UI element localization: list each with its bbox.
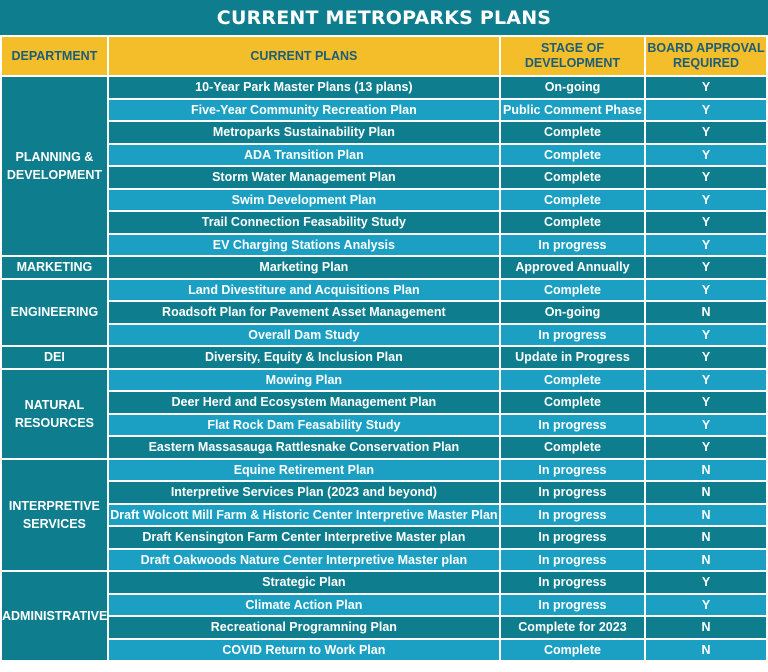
page-title: CURRENT METROPARKS PLANS (0, 0, 768, 37)
approval-cell: Y (646, 77, 766, 98)
approval-cell: N (646, 482, 766, 503)
approval-cell: Y (646, 280, 766, 301)
department-cell: ENGINEERING (2, 280, 107, 346)
approval-cell: Y (646, 392, 766, 413)
stage-cell: Complete (501, 167, 644, 188)
table-row (2, 640, 766, 661)
stage-cell: Complete for 2023 (501, 617, 644, 638)
table-row (2, 460, 766, 481)
stage-cell: In progress (501, 595, 644, 616)
stage-cell: Approved Annually (501, 257, 644, 278)
plan-cell: Land Divestiture and Acquisitions Plan (109, 280, 499, 301)
plan-cell: Five-Year Community Recreation Plan (109, 100, 499, 121)
header-stage: STAGE OF DEVELOPMENT (501, 37, 644, 75)
table-row (2, 595, 766, 616)
stage-cell: In progress (501, 505, 644, 526)
approval-cell: N (646, 640, 766, 661)
stage-cell: Complete (501, 212, 644, 233)
approval-cell: Y (646, 190, 766, 211)
approval-cell: Y (646, 235, 766, 256)
table-row (2, 527, 766, 548)
header-row (2, 37, 766, 75)
plan-cell: Flat Rock Dam Feasability Study (109, 415, 499, 436)
department-cell: DEI (2, 347, 107, 368)
stage-cell: Complete (501, 640, 644, 661)
stage-cell: Complete (501, 145, 644, 166)
table-row (2, 370, 766, 391)
department-cell: INTERPRETIVE SERVICES (2, 460, 107, 571)
table-row (2, 392, 766, 413)
approval-cell: Y (646, 415, 766, 436)
plan-cell: Roadsoft Plan for Pavement Asset Management (109, 302, 499, 323)
stage-cell: Complete (501, 122, 644, 143)
table-row (2, 122, 766, 143)
approval-cell: Y (646, 437, 766, 458)
approval-cell: N (646, 527, 766, 548)
table-row (2, 617, 766, 638)
plan-cell: Draft Oakwoods Nature Center Interpretive Master plan (109, 550, 499, 571)
plan-cell: Deer Herd and Ecosystem Management Plan (109, 392, 499, 413)
plan-cell: Eastern Massasauga Rattlesnake Conservation Plan (109, 437, 499, 458)
stage-cell: On-going (501, 77, 644, 98)
plan-cell: Storm Water Management Plan (109, 167, 499, 188)
plan-cell: Mowing Plan (109, 370, 499, 391)
table-body (2, 77, 766, 660)
header-current-plans: CURRENT PLANS (109, 37, 499, 75)
table-row (2, 347, 766, 368)
stage-cell: Public Comment Phase (501, 100, 644, 121)
stage-cell: Complete (501, 280, 644, 301)
approval-cell: Y (646, 257, 766, 278)
table-row (2, 482, 766, 503)
table-row (2, 550, 766, 571)
stage-cell: In progress (501, 235, 644, 256)
approval-cell: Y (646, 212, 766, 233)
plan-cell: ADA Transition Plan (109, 145, 499, 166)
stage-cell: In progress (501, 482, 644, 503)
plan-cell: Recreational Programning Plan (109, 617, 499, 638)
department-cell: PLANNING & DEVELOPMENT (2, 77, 107, 255)
plan-cell: Metroparks Sustainability Plan (109, 122, 499, 143)
plan-cell: 10-Year Park Master Plans (13 plans) (109, 77, 499, 98)
table-row (2, 145, 766, 166)
plan-cell: Interpretive Services Plan (2023 and beyond) (109, 482, 499, 503)
approval-cell: Y (646, 370, 766, 391)
department-cell: MARKETING (2, 257, 107, 278)
table-row (2, 572, 766, 593)
plan-cell: Draft Kensington Farm Center Interpretive Master plan (109, 527, 499, 548)
stage-cell: In progress (501, 572, 644, 593)
stage-cell: In progress (501, 460, 644, 481)
plan-cell: Equine Retirement Plan (109, 460, 499, 481)
approval-cell: N (646, 617, 766, 638)
approval-cell: Y (646, 145, 766, 166)
approval-cell: Y (646, 122, 766, 143)
table-row (2, 235, 766, 256)
stage-cell: On-going (501, 302, 644, 323)
plan-cell: Trail Connection Feasability Study (109, 212, 499, 233)
stage-cell: In progress (501, 527, 644, 548)
table-row (2, 280, 766, 301)
department-cell: ADMINISTRATIVE (2, 572, 107, 660)
plan-cell: Climate Action Plan (109, 595, 499, 616)
header-board-approval: BOARD APPROVAL REQUIRED (646, 37, 766, 75)
stage-cell: In progress (501, 415, 644, 436)
header-department: DEPARTMENT (2, 37, 107, 75)
department-cell: NATURAL RESOURCES (2, 370, 107, 458)
stage-cell: Complete (501, 392, 644, 413)
table-row (2, 190, 766, 211)
stage-cell: Complete (501, 370, 644, 391)
table-row (2, 100, 766, 121)
plan-cell: Draft Wolcott Mill Farm & Historic Center Interpretive Master Plan (109, 505, 499, 526)
stage-cell: In progress (501, 325, 644, 346)
approval-cell: Y (646, 572, 766, 593)
plan-cell: Strategic Plan (109, 572, 499, 593)
stage-cell: In progress (501, 550, 644, 571)
stage-cell: Complete (501, 190, 644, 211)
approval-cell: Y (646, 100, 766, 121)
table-row (2, 505, 766, 526)
approval-cell: N (646, 505, 766, 526)
plan-cell: EV Charging Stations Analysis (109, 235, 499, 256)
plan-cell: Overall Dam Study (109, 325, 499, 346)
plan-cell: Diversity, Equity & Inclusion Plan (109, 347, 499, 368)
table-row (2, 167, 766, 188)
approval-cell: N (646, 460, 766, 481)
approval-cell: N (646, 550, 766, 571)
table-row (2, 302, 766, 323)
table-row (2, 415, 766, 436)
approval-cell: Y (646, 167, 766, 188)
table-row (2, 437, 766, 458)
plan-cell: Marketing Plan (109, 257, 499, 278)
table-row (2, 212, 766, 233)
plan-cell: COVID Return to Work Plan (109, 640, 499, 661)
plan-cell: Swim Development Plan (109, 190, 499, 211)
stage-cell: Update in Progress (501, 347, 644, 368)
plans-table (0, 35, 768, 662)
approval-cell: N (646, 302, 766, 323)
approval-cell: Y (646, 325, 766, 346)
table-row (2, 325, 766, 346)
table-row (2, 257, 766, 278)
table-row (2, 77, 766, 98)
approval-cell: Y (646, 347, 766, 368)
approval-cell: Y (646, 595, 766, 616)
stage-cell: Complete (501, 437, 644, 458)
